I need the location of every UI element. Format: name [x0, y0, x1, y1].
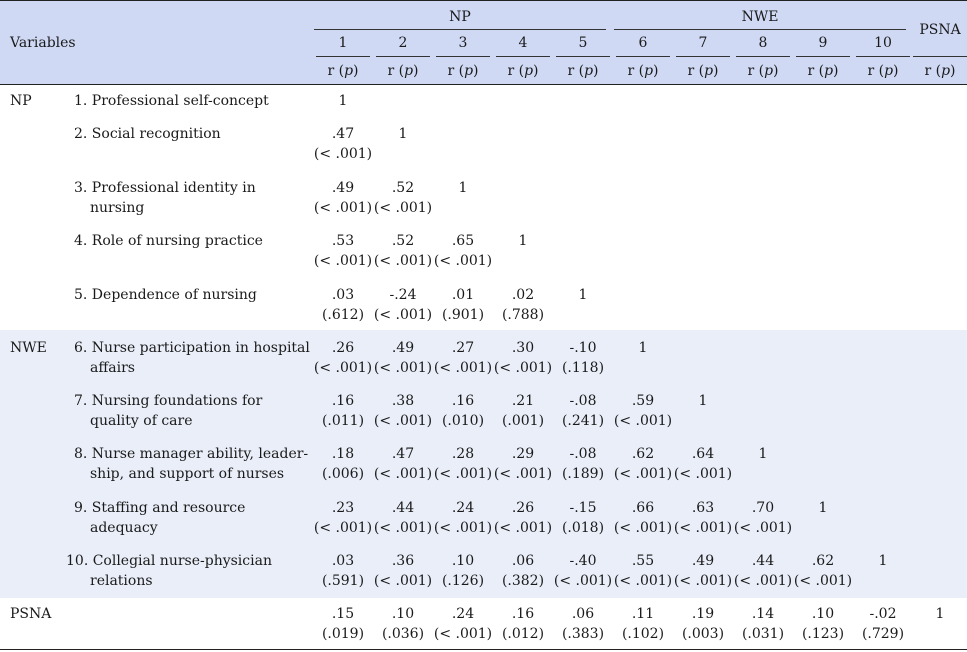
stat-label: r (p) [867, 63, 899, 79]
table-cell-p: (.591) [321, 573, 365, 589]
row-label-cont: nursing [90, 200, 145, 216]
column-number: 6 [638, 35, 648, 51]
stat-label: r (p) [924, 63, 956, 79]
table-cell-p: (.788) [501, 307, 545, 323]
table-cell-p: (.729) [861, 626, 905, 642]
table-cell-r: .10 [391, 606, 415, 622]
column-rule [496, 56, 550, 57]
row-label: 1. Professional self-concept [74, 93, 269, 109]
table-cell-p: (< .001) [613, 573, 673, 589]
column-rule [676, 56, 730, 57]
column-number: 2 [398, 35, 408, 51]
column-number: 9 [818, 35, 828, 51]
column-rule [856, 56, 910, 57]
table-cell-r: .70 [751, 500, 775, 516]
bottom-rule [0, 649, 967, 650]
group-label-nwe: NWE [10, 340, 47, 356]
stat-label: r (p) [567, 63, 599, 79]
table-cell-r: 1 [398, 126, 408, 142]
table-cell-r: .26 [511, 500, 535, 516]
table-cell-r: .55 [631, 553, 655, 569]
table-cell-r: .28 [451, 446, 475, 462]
row-label: 6. Nurse participation in hospital [74, 340, 310, 356]
table-cell-p: (< .001) [313, 200, 373, 216]
stat-label: r (p) [747, 63, 779, 79]
table-cell-r: .03 [331, 287, 355, 303]
table-cell-r: .52 [391, 233, 415, 249]
table-cell-r: 1 [518, 233, 528, 249]
table-cell-p: (.901) [441, 307, 485, 323]
nwe-group-header: NWE [741, 9, 779, 25]
table-cell-r: .24 [451, 500, 475, 516]
table-cell-p: (< .001) [673, 573, 733, 589]
table-cell-r: .44 [751, 553, 775, 569]
table-cell-p: (< .001) [733, 573, 793, 589]
table-cell-r: .15 [331, 606, 355, 622]
table-cell-p: (< .001) [613, 413, 673, 429]
row-label-cont: quality of care [90, 413, 193, 429]
column-rule [556, 56, 610, 57]
table-cell-p: (< .001) [373, 360, 433, 376]
table-cell-p: (.003) [681, 626, 725, 642]
table-cell-r: .62 [811, 553, 835, 569]
column-rule [436, 56, 490, 57]
column-number: 7 [698, 35, 708, 51]
table-cell-r: .65 [451, 233, 475, 249]
row-label-cont: adequacy [90, 520, 158, 536]
table-cell-p: (< .001) [613, 466, 673, 482]
table-cell-r: -.02 [869, 606, 897, 622]
table-cell-p: (< .001) [313, 520, 373, 536]
stat-label: r (p) [327, 63, 359, 79]
psna-header: PSNA [919, 22, 961, 38]
row-label: 9. Staffing and resource [74, 500, 246, 516]
table-cell-r: .06 [571, 606, 595, 622]
table-cell-r: .23 [331, 500, 355, 516]
table-cell-r: -.15 [569, 500, 597, 516]
column-number: 5 [578, 35, 588, 51]
column-rule [796, 56, 850, 57]
column-rule [616, 56, 670, 57]
column-rule [316, 56, 370, 57]
column-number: 8 [758, 35, 768, 51]
table-cell-p: (< .001) [553, 573, 613, 589]
table-cell-r: -.08 [569, 393, 597, 409]
table-cell-r: .49 [331, 180, 355, 196]
table-cell-p: (< .001) [313, 146, 373, 162]
row-label: 8. Nurse manager ability, leader- [74, 446, 309, 462]
table-cell-r: .03 [331, 553, 355, 569]
table-cell-r: .16 [331, 393, 355, 409]
nwe-group-rule [614, 29, 906, 30]
table-cell-r: 1 [878, 553, 888, 569]
table-cell-p: (.019) [321, 626, 365, 642]
row-label: 4. Role of nursing practice [74, 233, 263, 249]
stat-label: r (p) [687, 63, 719, 79]
table-cell-r: .06 [511, 553, 535, 569]
table-cell-r: 1 [935, 606, 945, 622]
table-cell-r: .29 [511, 446, 535, 462]
column-rule [376, 56, 430, 57]
table-cell-p: (.006) [321, 466, 365, 482]
table-cell-r: -.40 [569, 553, 597, 569]
table-cell-p: (.383) [561, 626, 605, 642]
table-cell-p: (.382) [501, 573, 545, 589]
row-label-cont: ship, and support of nurses [90, 466, 285, 482]
table-cell-p: (< .001) [433, 520, 493, 536]
table-cell-r: .10 [451, 553, 475, 569]
table-cell-p: (.612) [321, 307, 365, 323]
table-cell-p: (< .001) [613, 520, 673, 536]
column-rule [913, 56, 967, 57]
table-cell-r: 1 [458, 180, 468, 196]
table-cell-p: (< .001) [433, 360, 493, 376]
group-label-psna: PSNA [10, 606, 52, 622]
stat-label: r (p) [507, 63, 539, 79]
table-cell-p: (.012) [501, 626, 545, 642]
table-cell-p: (.010) [441, 413, 485, 429]
table-cell-r: .62 [631, 446, 655, 462]
table-cell-r: .21 [511, 393, 535, 409]
table-cell-r: .47 [331, 126, 355, 142]
table-cell-r: .16 [451, 393, 475, 409]
table-cell-p: (< .001) [493, 360, 553, 376]
table-cell-r: .18 [331, 446, 355, 462]
table-cell-p: (.011) [321, 413, 365, 429]
table-cell-p: (< .001) [373, 307, 433, 323]
table-cell-r: 1 [638, 340, 648, 356]
table-cell-r: 1 [758, 446, 768, 462]
table-cell-p: (.123) [801, 626, 845, 642]
column-number: 4 [518, 35, 528, 51]
table-cell-r: .02 [511, 287, 535, 303]
table-cell-p: (.031) [741, 626, 785, 642]
table-cell-p: (.126) [441, 573, 485, 589]
table-cell-r: .26 [331, 340, 355, 356]
row-label-cont: affairs [90, 360, 135, 376]
table-cell-p: (< .001) [373, 466, 433, 482]
table-cell-r: .01 [451, 287, 475, 303]
table-cell-p: (< .001) [373, 573, 433, 589]
variables-header: Variables [10, 35, 76, 51]
table-cell-p: (< .001) [493, 466, 553, 482]
column-rule [736, 56, 790, 57]
table-cell-r: .10 [811, 606, 835, 622]
table-cell-p: (< .001) [373, 413, 433, 429]
table-cell-r: .24 [451, 606, 475, 622]
table-cell-p: (< .001) [433, 253, 493, 269]
table-cell-p: (< .001) [673, 466, 733, 482]
table-cell-r: 1 [818, 500, 828, 516]
table-cell-r: .30 [511, 340, 535, 356]
stat-label: r (p) [447, 63, 479, 79]
table-cell-r: -.24 [389, 287, 417, 303]
row-label: 5. Dependence of nursing [74, 287, 257, 303]
table-cell-p: (.018) [561, 520, 605, 536]
table-cell-r: .38 [391, 393, 415, 409]
table-cell-r: .53 [331, 233, 355, 249]
group-label-np: NP [10, 93, 32, 109]
table-cell-p: (< .001) [673, 520, 733, 536]
row-label: 10. Collegial nurse-physician [66, 553, 272, 569]
stat-label: r (p) [387, 63, 419, 79]
table-cell-p: (.102) [621, 626, 665, 642]
table-cell-r: .59 [631, 393, 655, 409]
table-cell-r: 1 [338, 93, 348, 109]
table-cell-r: .44 [391, 500, 415, 516]
table-cell-r: .11 [631, 606, 655, 622]
table-cell-r: .16 [511, 606, 535, 622]
table-cell-r: .19 [691, 606, 715, 622]
table-cell-r: 1 [698, 393, 708, 409]
table-cell-r: .52 [391, 180, 415, 196]
np-group-rule [314, 29, 606, 30]
row-label: 2. Social recognition [74, 126, 221, 142]
table-cell-r: .27 [451, 340, 475, 356]
table-cell-p: (.241) [561, 413, 605, 429]
table-cell-p: (< .001) [433, 466, 493, 482]
row-label-cont: relations [90, 573, 153, 589]
column-number: 1 [338, 35, 348, 51]
table-cell-r: .36 [391, 553, 415, 569]
table-cell-p: (.189) [561, 466, 605, 482]
column-number: 3 [458, 35, 468, 51]
table-cell-r: .47 [391, 446, 415, 462]
table-cell-p: (.001) [501, 413, 545, 429]
table-cell-r: -.08 [569, 446, 597, 462]
table-cell-r: -.10 [569, 340, 597, 356]
table-cell-p: (< .001) [793, 573, 853, 589]
table-cell-p: (< .001) [493, 520, 553, 536]
table-cell-p: (< .001) [373, 520, 433, 536]
table-cell-r: .49 [691, 553, 715, 569]
table-cell-p: (< .001) [433, 626, 493, 642]
table-cell-r: 1 [578, 287, 588, 303]
row-label: 3. Professional identity in [74, 180, 256, 196]
column-number: 10 [874, 35, 892, 51]
table-cell-r: .14 [751, 606, 775, 622]
table-cell-p: (< .001) [313, 253, 373, 269]
table-cell-p: (< .001) [373, 253, 433, 269]
table-cell-r: .66 [631, 500, 655, 516]
table-cell-p: (< .001) [313, 360, 373, 376]
table-cell-r: .64 [691, 446, 715, 462]
table-cell-p: (< .001) [733, 520, 793, 536]
np-group-header: NP [449, 9, 471, 25]
table-cell-r: .49 [391, 340, 415, 356]
table-cell-r: .63 [691, 500, 715, 516]
table-cell-p: (.036) [381, 626, 425, 642]
table-cell-p: (< .001) [373, 200, 433, 216]
row-label: 7. Nursing foundations for [74, 393, 263, 409]
table-cell-p: (.118) [561, 360, 605, 376]
stat-label: r (p) [627, 63, 659, 79]
stat-label: r (p) [807, 63, 839, 79]
